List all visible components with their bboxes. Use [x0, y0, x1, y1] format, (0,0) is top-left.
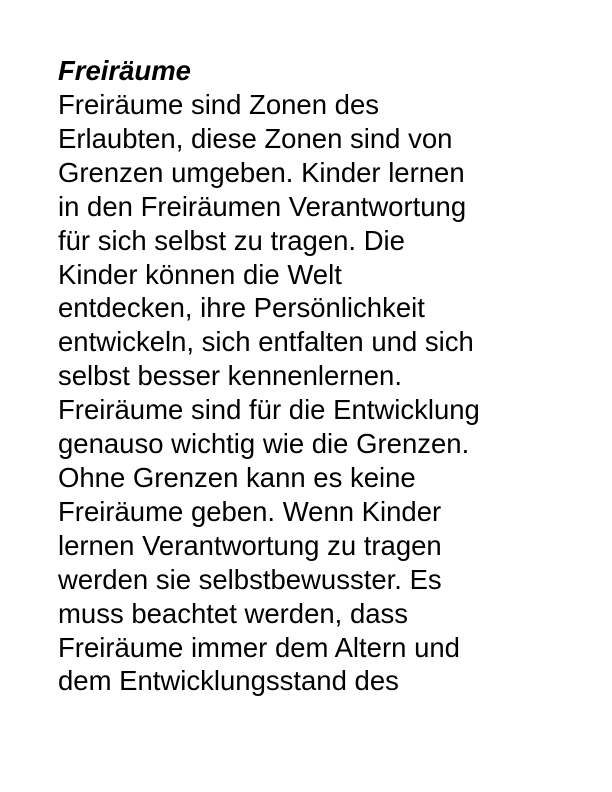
text-line: Kinder können die Welt — [58, 258, 342, 290]
text-line: werden sie selbstbewusster. Es — [58, 563, 442, 595]
text-line: lernen Verantwortung zu tragen — [58, 529, 442, 561]
text-line: in den Freiräumen Verantwortung — [58, 190, 467, 222]
text-line: Grenzen umgeben. Kinder lernen — [58, 156, 465, 188]
text-line: genauso wichtig wie die Grenzen. — [58, 428, 470, 460]
text-line: Erlaubten, diese Zonen sind von — [58, 122, 453, 154]
text-line: Freiräume geben. Wenn Kinder — [58, 495, 442, 527]
text-line: Freiräume sind Zonen des — [58, 89, 379, 120]
text-line: Ohne Grenzen kann es keine — [58, 461, 416, 493]
text-line: entdecken, ihre Persönlichkeit — [58, 292, 425, 324]
text-line: selbst besser kennenlernen. — [58, 360, 402, 392]
section-heading: Freiräume — [58, 55, 191, 86]
text-line: entwickeln, sich entfalten und sich — [58, 326, 474, 358]
document-body — [58, 54, 578, 698]
body-paragraph — [58, 88, 578, 698]
text-line: Freiräume immer dem Altern und — [58, 631, 460, 663]
text-line: für sich selbst zu tragen. Die — [58, 224, 405, 256]
text-line: muss beachtet werden, dass — [58, 597, 409, 629]
text-line: Freiräume sind für die Entwicklung — [58, 394, 480, 426]
text-line: dem Entwicklungsstand des — [58, 665, 399, 697]
